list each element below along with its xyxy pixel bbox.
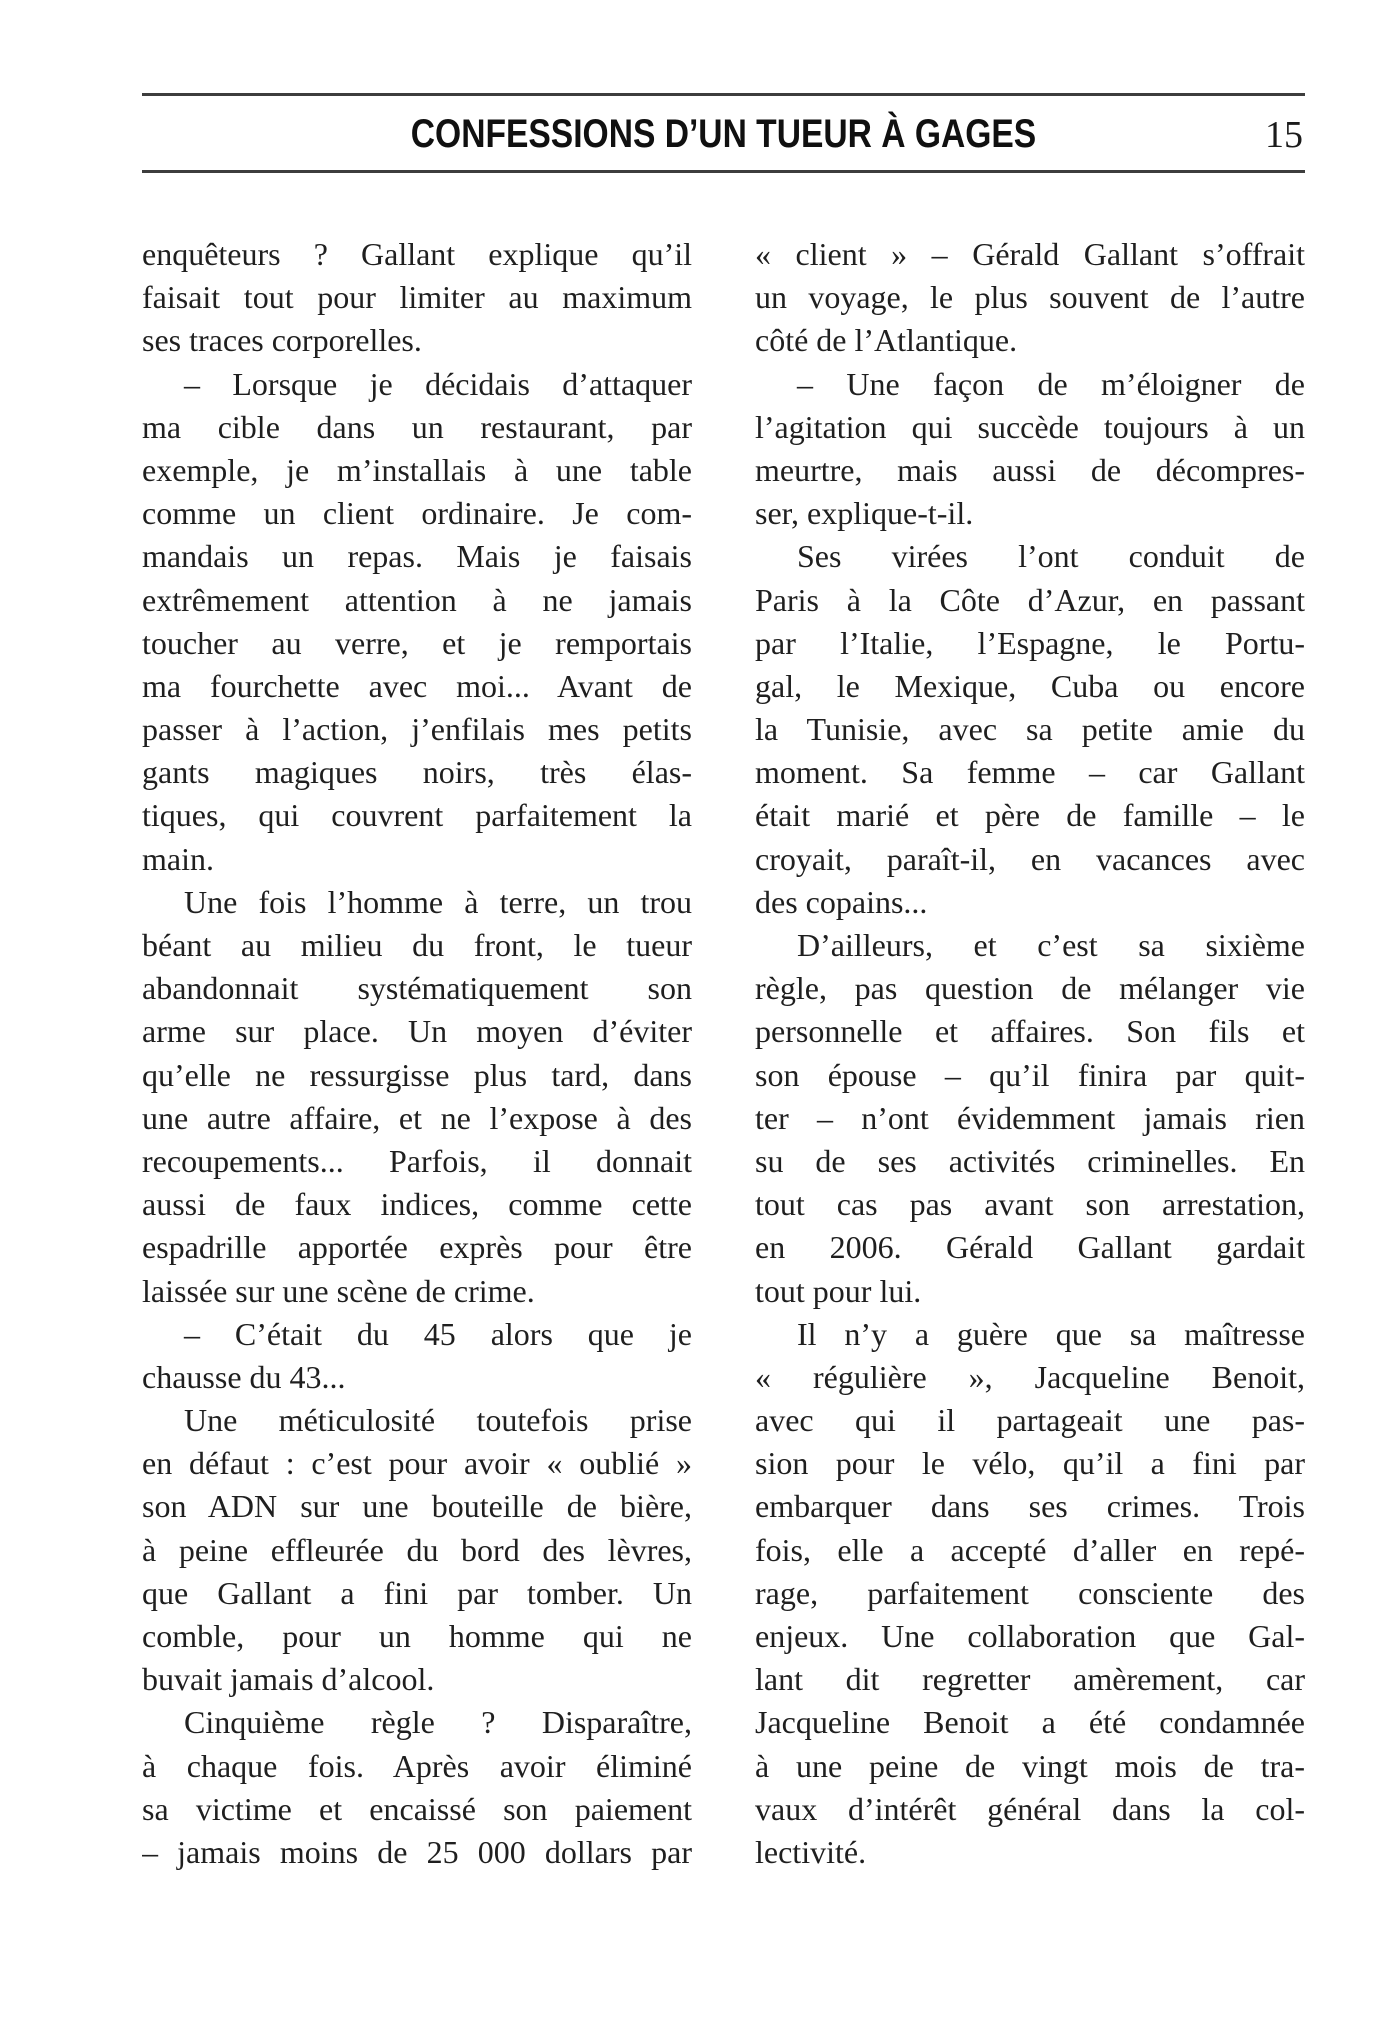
text-line: ma fourchette avec moi... Avant de	[142, 667, 692, 704]
text-line: béant au milieu du front, le tueur	[142, 927, 692, 963]
header-rule-bottom	[142, 170, 1305, 173]
text-line: ser, explique-t-il.	[755, 495, 974, 532]
text-line: à peine effleurée du bord des lèvres,	[142, 1531, 692, 1568]
paragraph	[142, 363, 692, 881]
text-line: laissée sur une scène de crime.	[142, 1272, 535, 1309]
text-line: extrêmement attention à ne jamais	[142, 581, 692, 618]
text-line: l’agitation qui succède toujours à un	[755, 408, 1305, 445]
text-line: était marié et père de famille – le	[755, 797, 1305, 834]
text-line: un voyage, le plus souvent de l’autre	[755, 279, 1305, 316]
column-right	[755, 233, 1305, 1874]
text-line: su de ses activités criminelles. En	[755, 1142, 1305, 1179]
text-line: tiques, qui couvrent parfaitement la	[142, 797, 692, 834]
text-line: – C’était du 45 alors que je	[184, 1315, 692, 1352]
page-header	[142, 93, 1305, 173]
running-title: CONFESSIONS D’UN TUEUR À GAGES	[410, 112, 1037, 156]
text-line: des copains...	[755, 883, 928, 920]
paragraph	[142, 233, 692, 363]
paragraph	[142, 1399, 692, 1701]
body-text	[142, 233, 1305, 1874]
text-line: aussi de faux indices, comme cette	[142, 1186, 692, 1223]
page-number: 15	[1265, 114, 1303, 156]
text-line: une autre affaire, et ne l’expose à des	[142, 1099, 692, 1136]
text-line: comme un client ordinaire. Je com-	[142, 495, 692, 532]
text-line: par l’Italie, l’Espagne, le Portu-	[755, 624, 1305, 661]
text-line: arme sur place. Un moyen d’éviter	[142, 1013, 692, 1050]
text-line: règle, pas question de mélanger vie	[755, 970, 1305, 1007]
paragraph	[142, 1313, 692, 1399]
text-line: main.	[142, 840, 214, 877]
paragraph	[755, 924, 1305, 1313]
text-line: fois, elle a accepté d’aller en repé-	[755, 1531, 1305, 1568]
text-line: embarquer dans ses crimes. Trois	[755, 1488, 1305, 1525]
text-line: Cinquième règle ? Disparaître,	[184, 1704, 692, 1741]
text-line: sion pour le vélo, qu’il a fini par	[755, 1445, 1305, 1482]
text-line: Paris à la Côte d’Azur, en passant	[755, 581, 1305, 618]
paragraph	[755, 535, 1305, 924]
text-line: – jamais moins de 25 000 dollars par	[142, 1833, 692, 1870]
paragraph	[755, 363, 1305, 536]
paragraph	[755, 1313, 1305, 1874]
text-line: faisait tout pour limiter au maximum	[142, 279, 692, 316]
text-line: Jacqueline Benoit a été condamnée	[755, 1704, 1305, 1741]
text-line: en 2006. Gérald Gallant gardait	[755, 1229, 1305, 1266]
text-line: Il n’y a guère que sa maîtresse	[797, 1315, 1305, 1352]
text-line: Ses virées l’ont conduit de	[797, 538, 1305, 575]
text-line: en défaut : c’est pour avoir « oublié »	[142, 1445, 692, 1482]
text-line: tout pour lui.	[755, 1272, 922, 1309]
text-line: chausse du 43...	[142, 1358, 346, 1395]
text-line: meurtre, mais aussi de décompres-	[755, 451, 1305, 488]
text-line: recoupements... Parfois, il donnait	[142, 1142, 692, 1179]
text-line: ses traces corporelles.	[142, 322, 422, 359]
text-line: Une méticulosité toutefois prise	[184, 1402, 692, 1439]
text-line: que Gallant a fini par tomber. Un	[142, 1574, 692, 1611]
text-line: son épouse – qu’il finira par quit-	[755, 1056, 1305, 1093]
text-line: à une peine de vingt mois de tra-	[755, 1747, 1305, 1784]
text-line: à chaque fois. Après avoir éliminé	[142, 1747, 692, 1784]
column-left	[142, 233, 692, 1874]
text-line: – Lorsque je décidais d’attaquer	[184, 365, 692, 402]
text-line: ma cible dans un restaurant, par	[142, 408, 692, 445]
paragraph	[142, 881, 692, 1313]
text-line: – Une façon de m’éloigner de	[797, 365, 1305, 402]
text-line: gants magiques noirs, très élas-	[142, 754, 692, 791]
text-line: qu’elle ne ressurgisse plus tard, dans	[142, 1056, 692, 1093]
text-line: espadrille apportée exprès pour être	[142, 1229, 692, 1266]
text-line: buvait jamais d’alcool.	[142, 1661, 435, 1698]
text-line: passer à l’action, j’enfilais mes petits	[142, 711, 692, 748]
text-line: lectivité.	[755, 1833, 867, 1870]
text-line: rage, parfaitement consciente des	[755, 1574, 1305, 1611]
paragraph	[755, 233, 1305, 363]
text-line: mandais un repas. Mais je faisais	[142, 538, 692, 575]
text-line: enjeux. Une collaboration que Gal-	[755, 1618, 1305, 1654]
text-line: exemple, je m’installais à une table	[142, 451, 692, 488]
text-line: tout cas pas avant son arrestation,	[755, 1186, 1305, 1223]
text-line: abandonnait systématiquement son	[142, 970, 692, 1007]
text-line: comble, pour un homme qui ne	[142, 1618, 692, 1654]
text-line: D’ailleurs, et c’est sa sixième	[797, 927, 1305, 963]
text-line: avec qui il partageait une pas-	[755, 1402, 1305, 1439]
text-line: côté de l’Atlantique.	[755, 322, 1018, 359]
text-line: ter – n’ont évidemment jamais rien	[755, 1099, 1305, 1136]
paragraph	[142, 1701, 692, 1874]
text-line: croyait, paraît-il, en vacances avec	[755, 840, 1305, 877]
text-line: Une fois l’homme à terre, un trou	[184, 883, 692, 920]
text-line: moment. Sa femme – car Gallant	[755, 754, 1305, 791]
text-line: toucher au verre, et je remportais	[142, 624, 692, 661]
text-line: son ADN sur une bouteille de bière,	[142, 1488, 692, 1525]
text-line: la Tunisie, avec sa petite amie du	[755, 711, 1305, 748]
text-line: lant dit regretter amèrement, car	[755, 1661, 1305, 1698]
text-line: sa victime et encaissé son paiement	[142, 1790, 692, 1827]
text-line: gal, le Mexique, Cuba ou encore	[755, 667, 1305, 704]
text-line: vaux d’intérêt général dans la col-	[755, 1790, 1305, 1827]
text-line: enquêteurs ? Gallant explique qu’il	[142, 236, 692, 272]
text-line: « client » – Gérald Gallant s’offrait	[755, 236, 1305, 272]
header-band	[142, 96, 1305, 170]
text-line: personnelle et affaires. Son fils et	[755, 1013, 1305, 1050]
text-line: « régulière », Jacqueline Benoit,	[755, 1358, 1305, 1395]
